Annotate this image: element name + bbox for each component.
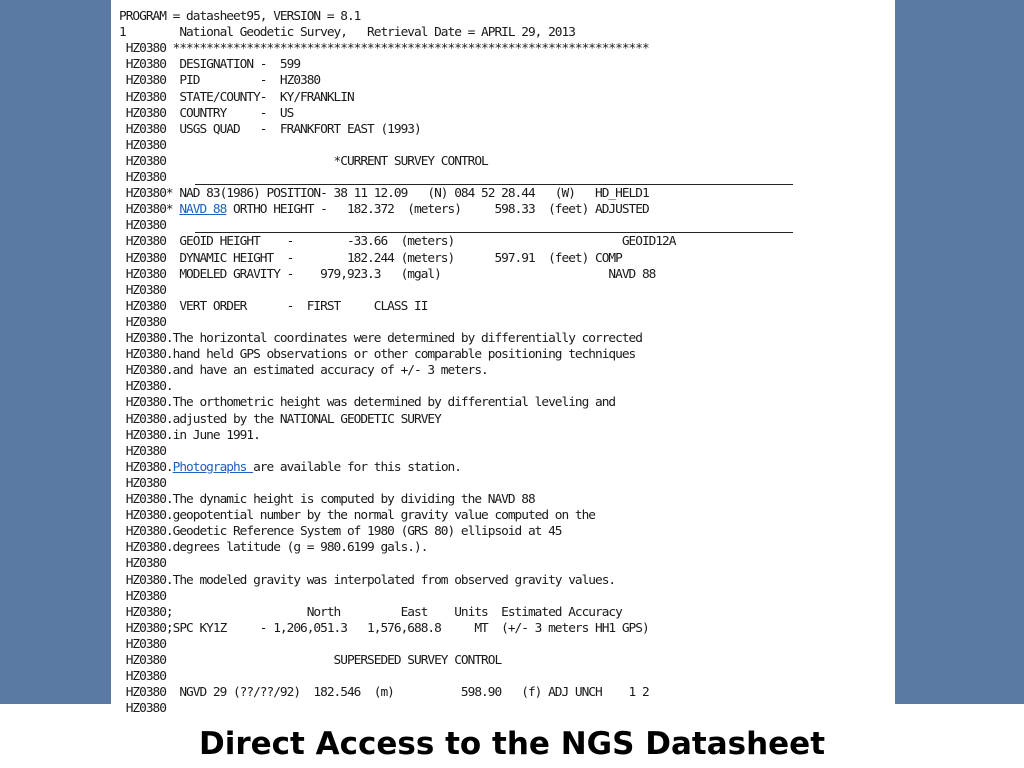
datasheet-line: HZ0380.The modeled gravity was interpolated from observed gravity values. bbox=[119, 572, 616, 588]
line-suffix: are available for this station. bbox=[253, 459, 461, 475]
datasheet-link[interactable]: Photographs bbox=[172, 459, 254, 475]
datasheet-line: HZ0380 GEOID HEIGHT - -33.66 (meters) GEOID12A bbox=[119, 234, 676, 250]
datasheet-line: HZ0380 PID - HZ0380 bbox=[119, 73, 321, 89]
datasheet-line: HZ0380 bbox=[119, 314, 166, 330]
datasheet-line bbox=[119, 460, 461, 476]
datasheet-line: HZ0380.degrees latitude (g = 980.6199 gals.). bbox=[119, 540, 428, 556]
line-suffix: ORTHO HEIGHT - 182.372 (meters) 598.33 (feet) ADJUSTED bbox=[226, 202, 649, 218]
datasheet-line: HZ0380* NAD 83(1986) POSITION- 38 11 12.09 (N) 084 52 28.44 (W) HD_HELD1 bbox=[119, 186, 649, 202]
datasheet-line: HZ0380.The orthometric height was determined by differential leveling and bbox=[119, 395, 616, 411]
datasheet-line: HZ0380 NGVD 29 (??/??/92) 182.546 (m) 598.90 (f) ADJ UNCH 1 2 bbox=[119, 685, 649, 701]
datasheet-line: HZ0380 *CURRENT SURVEY CONTROL bbox=[119, 153, 488, 169]
datasheet-line: HZ0380. bbox=[119, 379, 173, 395]
left-border-band bbox=[0, 0, 111, 704]
datasheet-line: PROGRAM = datasheet95, VERSION = 8.1 bbox=[119, 9, 361, 24]
datasheet-link[interactable]: NAVD 88 bbox=[179, 202, 227, 218]
datasheet-line: HZ0380 SUPERSEDED SURVEY CONTROL bbox=[119, 653, 502, 668]
datasheet-line: HZ0380 bbox=[119, 669, 166, 685]
datasheet-line: HZ0380 bbox=[119, 701, 166, 717]
datasheet-line: HZ0380.and have an estimated accuracy of +/- 3 meters. bbox=[119, 363, 488, 379]
datasheet-line: HZ0380; North East Units Estimated Accuracy bbox=[119, 604, 622, 620]
datasheet-line: HZ0380.geopotential number by the normal gravity value computed on the bbox=[119, 508, 596, 524]
datasheet-line: HZ0380 bbox=[119, 636, 166, 652]
datasheet-text-panel bbox=[111, 0, 895, 720]
right-border-band bbox=[895, 0, 1024, 704]
line-prefix: HZ0380. bbox=[119, 459, 173, 475]
datasheet-line bbox=[119, 202, 649, 218]
datasheet-line: HZ0380.hand held GPS observations or other comparable positioning techniques bbox=[119, 347, 636, 363]
datasheet-line: HZ0380 USGS QUAD - FRANKFORT EAST (1993) bbox=[119, 121, 421, 137]
datasheet-line: HZ0380 VERT ORDER - FIRST CLASS II bbox=[119, 298, 428, 314]
datasheet-line: HZ0380.Geodetic Reference System of 1980 (GRS 80) ellipsoid at 45 bbox=[119, 524, 562, 540]
datasheet-line: HZ0380 MODELED GRAVITY - 979,923.3 (mgal) NAVD 88 bbox=[119, 266, 656, 282]
datasheet-line: HZ0380 bbox=[119, 556, 166, 572]
line-prefix: HZ0380* bbox=[119, 202, 180, 218]
datasheet-line: HZ0380.The horizontal coordinates were determined by differentially corrected bbox=[119, 331, 642, 346]
datasheet-line: HZ0380 COUNTRY - US bbox=[119, 105, 294, 121]
datasheet-line: HZ0380;SPC KY1Z - 1,206,051.3 1,576,688.8 MT (+/- 3 meters HH1 GPS) bbox=[119, 620, 649, 636]
datasheet-line: HZ0380 bbox=[119, 475, 166, 491]
datasheet-line: HZ0380 bbox=[119, 137, 166, 153]
datasheet-line: HZ0380 DESIGNATION - 599 bbox=[119, 57, 301, 73]
datasheet-line: HZ0380 bbox=[119, 170, 166, 185]
datasheet-line: 1 National Geodetic Survey, Retrieval Date = APRIL 29, 2013 bbox=[119, 25, 575, 41]
datasheet-line: HZ0380 bbox=[119, 443, 166, 459]
datasheet-line: HZ0380 STATE/COUNTY- KY/FRANKLIN bbox=[119, 89, 354, 105]
datasheet-line: HZ0380.adjusted by the NATIONAL GEODETIC SURVEY bbox=[119, 411, 441, 427]
section-rule-top bbox=[195, 184, 793, 185]
section-rule-bottom bbox=[195, 232, 793, 233]
datasheet-line: HZ0380 bbox=[119, 282, 166, 298]
datasheet-line: HZ0380.in June 1991. bbox=[119, 427, 260, 443]
datasheet-line: HZ0380 *********************************************************************** bbox=[119, 41, 649, 57]
datasheet-line: HZ0380 bbox=[119, 588, 166, 604]
datasheet-line: HZ0380.The dynamic height is computed by dividing the NAVD 88 bbox=[119, 492, 535, 507]
slide-title: Direct Access to the NGS Datasheet bbox=[198, 726, 826, 762]
datasheet-line: HZ0380 bbox=[119, 218, 166, 234]
datasheet-line: HZ0380 DYNAMIC HEIGHT - 182.244 (meters) 597.91 (feet) COMP bbox=[119, 250, 622, 266]
